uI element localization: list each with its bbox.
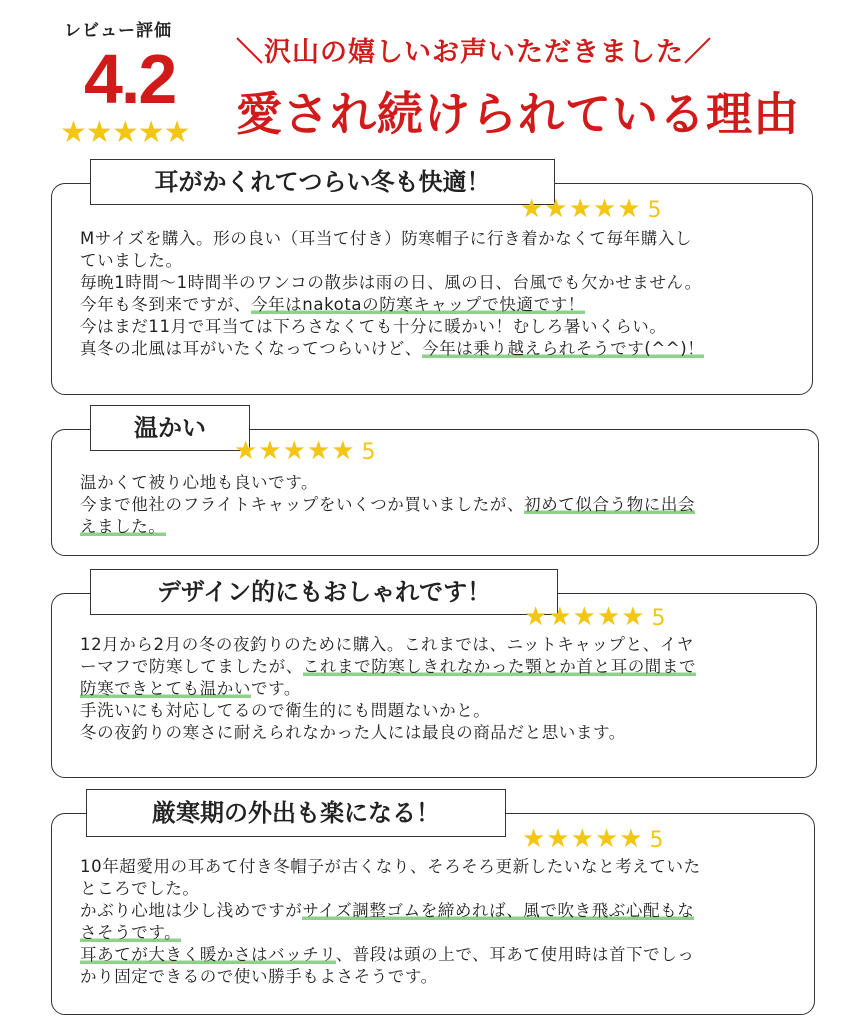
star-icon: ★ <box>85 115 112 150</box>
review-text: かり固定できるので使い勝手もよさそうです。 <box>80 967 438 986</box>
review-line <box>80 700 792 722</box>
review-title: 温かい <box>90 405 250 451</box>
review-rating: 5 <box>651 606 666 631</box>
review-line <box>80 922 790 944</box>
review-stars <box>520 196 662 222</box>
half-star-icon: ★ <box>163 115 190 150</box>
review-line <box>80 966 790 988</box>
star-rating-icons: ★★★★★ <box>520 194 642 224</box>
rating-score: 4.2 <box>84 40 176 118</box>
review-stars <box>234 438 376 464</box>
review-text: 毎晩1時間〜1時間半のワンコの散歩は雨の日、風の日、台風でも欠かせません。 <box>80 273 702 292</box>
rating-stars <box>60 115 190 150</box>
subtitle: ＼沢山の嬉しいお声いただきました／ <box>236 37 712 68</box>
highlighted-text: 防寒できとても温かい <box>80 679 251 698</box>
review-text: 今はまだ11月で耳当ては下ろさなくても十分に暖かい！むしろ暑いくらい。 <box>80 317 667 336</box>
review-card <box>51 168 813 395</box>
review-line <box>80 494 794 516</box>
review-text: です。 <box>251 679 301 698</box>
review-text: 今まで他社のフライトキャップをいくつか買いましたが、 <box>80 495 525 514</box>
review-line <box>80 472 794 494</box>
review-body <box>80 472 794 538</box>
star-icon: ★ <box>137 115 164 150</box>
review-line <box>80 944 790 966</box>
star-icon: ★ <box>111 115 138 150</box>
review-line <box>80 250 788 272</box>
review-text: ていました。 <box>80 251 183 270</box>
review-text: 10年超愛用の耳あて付き冬帽子が古くなり、そろそろ更新したいなと考えていた <box>80 857 701 876</box>
review-card <box>51 414 819 556</box>
highlighted-text: さそうです。 <box>80 923 182 942</box>
review-line <box>80 294 788 316</box>
review-stars <box>522 826 664 852</box>
review-line <box>80 856 790 878</box>
review-text: Mサイズを購入。形の良い（耳当て付き）防寒帽子に行き着かなくて毎年購入し <box>80 229 693 248</box>
star-rating-icons: ★★★★★ <box>522 824 644 854</box>
highlighted-text: 今年はnakotaの防寒キャップで快適です！ <box>251 295 585 314</box>
review-line <box>80 678 792 700</box>
review-line <box>80 634 792 656</box>
review-text: 手洗いにも対応してるので衛生的にも問題ないかと。 <box>80 701 491 720</box>
highlighted-text: 耳あてが大きく暖かさはバッチリ <box>80 945 336 964</box>
review-title: 耳がかくれてつらい冬も快適！ <box>90 159 555 205</box>
review-line <box>80 338 788 360</box>
review-text: かぶり心地は少し浅めですが <box>80 901 303 920</box>
review-body <box>80 856 790 988</box>
review-text: ところでした。 <box>80 879 200 898</box>
rating-label: レビュー評価 <box>64 21 172 41</box>
review-rating: 5 <box>647 198 662 223</box>
review-text: 、普段は頭の上で、耳あて使用時は首下でしっ <box>335 945 695 964</box>
review-text: ーマフで防寒してましたが、 <box>80 657 303 676</box>
review-body <box>80 634 792 744</box>
star-rating-icons: ★★★★★ <box>234 436 356 466</box>
review-line <box>80 878 790 900</box>
page-title: 愛され続けられている理由 <box>236 87 800 141</box>
review-line <box>80 516 794 538</box>
highlighted-text: サイズ調整ゴムを締めれば、風で吹き飛ぶ心配もな <box>302 901 695 920</box>
highlighted-text: これまで防寒しきれなかった顎とか首と耳の間まで <box>302 657 697 676</box>
review-line <box>80 316 788 338</box>
star-rating-icons: ★★★★★ <box>524 602 646 632</box>
highlighted-text: 初めて似合う物に出会 <box>524 495 696 514</box>
review-stars <box>524 604 666 630</box>
review-line <box>80 228 788 250</box>
review-card <box>51 799 815 1015</box>
review-text: 12月から2月の冬の夜釣りのために購入。これまでは、ニットキャップと、イヤ <box>80 635 695 654</box>
star-icon: ★ <box>60 115 86 150</box>
review-title: デザイン的にもおしゃれです！ <box>90 569 558 615</box>
review-text: 冬の夜釣りの寒さに耐えられなかった人には最良の商品だと思います。 <box>80 723 626 742</box>
review-rating: 5 <box>361 440 376 465</box>
review-text: 温かくて被り心地も良いです。 <box>80 473 319 492</box>
review-card <box>51 578 817 778</box>
review-body <box>80 228 788 360</box>
review-line <box>80 272 788 294</box>
review-line <box>80 900 790 922</box>
review-line <box>80 656 792 678</box>
review-rating: 5 <box>649 828 664 853</box>
review-line <box>80 722 792 744</box>
review-text: 今年も冬到来ですが、 <box>80 295 251 314</box>
highlighted-text: えました。 <box>80 517 166 536</box>
review-title: 厳寒期の外出も楽になる！ <box>86 789 506 837</box>
highlighted-text: 今年は乗り越えられそうです(^^)！ <box>422 339 705 358</box>
review-text: 真冬の北風は耳がいたくなってつらいけど、 <box>80 339 422 358</box>
